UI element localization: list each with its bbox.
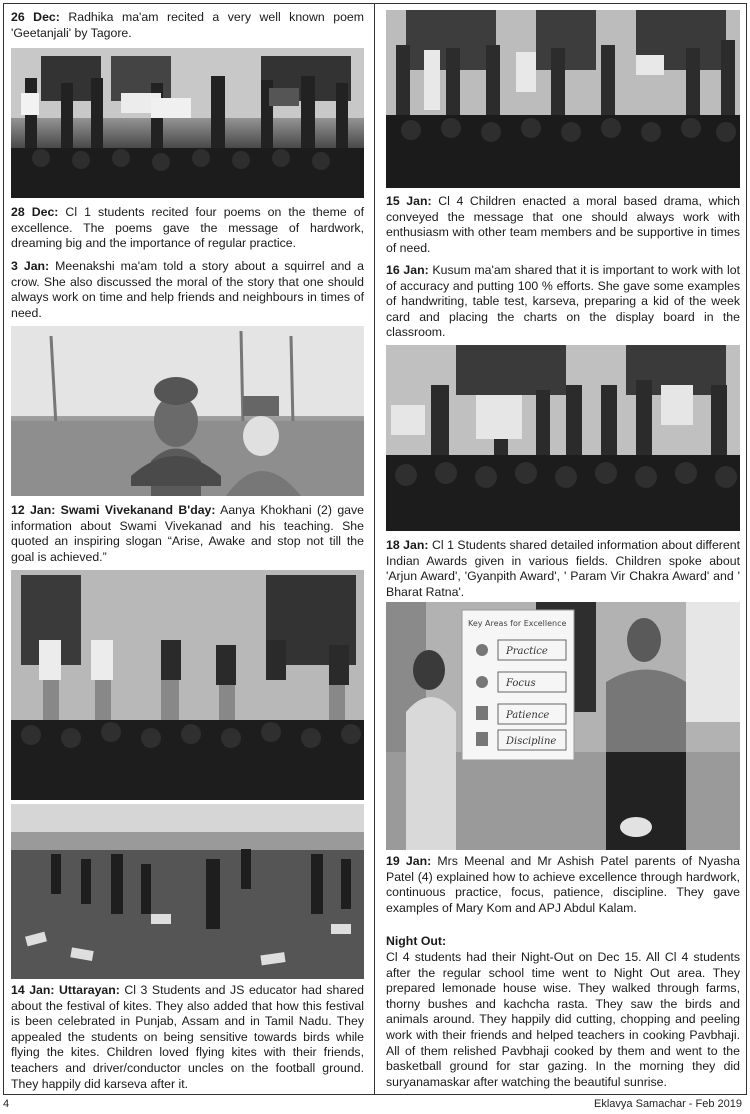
entry-date: 14 Jan: Uttarayan:	[11, 983, 120, 997]
entry-text: Radhika ma'am recited a very well known poem 'Geetanjali' by Tagore.	[11, 10, 364, 40]
photo-indian-awards	[386, 345, 740, 531]
entry-19-jan	[386, 854, 740, 916]
entry-text: Mrs Meenal and Mr Ashish Patel parents of Nyasha Patel (4) explained how to achieve excellence through hardwork, continuous practice, focus, patience, discipline. They gave examples of Mary Kom and APJ Abdul Kalam.	[386, 854, 740, 915]
entry-date: 15 Jan:	[386, 194, 432, 208]
photo-moral-drama	[386, 10, 740, 188]
photo-poem-recitation	[11, 48, 364, 198]
section-heading: Night Out:	[386, 934, 447, 948]
board-title: Key Areas for Excellence	[468, 619, 567, 628]
entry-date: 28 Dec:	[11, 205, 59, 219]
entry-date: 16 Jan:	[386, 263, 429, 277]
entry-text: Cl 1 Students shared detailed information about different Indian Awards given in various fields. Children spoke about 'Arjun Award', 'Gyanpith Award', ' Param Vir Chakra Award' and ' Bharat Ratna'.	[386, 538, 740, 599]
entry-date: 3 Jan:	[11, 259, 50, 273]
photo-key-areas-excellence	[386, 602, 740, 850]
entry-12-jan	[11, 503, 364, 565]
board-item-practice: Practice	[506, 646, 548, 657]
entry-15-jan	[386, 194, 740, 256]
entry-16-jan	[386, 263, 740, 341]
entry-text: Meenakshi ma'am told a story about a squirrel and a crow. She also discussed the moral of the story that one should always work on time and help friends and neighbours in times of need.	[11, 259, 364, 320]
entry-date: 19 Jan:	[386, 854, 432, 868]
entry-date: 12 Jan: Swami Vivekanand B'day:	[11, 503, 216, 517]
entry-14-jan	[11, 983, 364, 1092]
entry-text: Aanya Khokhani (2) gave information about Swami Vivekanad and his teaching. She quoted an inspiring slogan “Arise, Awake and stop not till the goal is achieved.”	[11, 503, 364, 564]
photo-vivekanand-bust	[11, 326, 364, 496]
entry-date: 18 Jan:	[386, 538, 429, 552]
entry-date: 26 Dec:	[11, 10, 60, 24]
entry-3-jan	[11, 259, 364, 321]
entry-text: Kusum ma'am shared that it is important to work with lot of accuracy and putting 100 % efforts. She gave some examples of handwriting, table test, karseva, preparing a kid of the week card and placing the charts on the display board in the classroom.	[386, 263, 740, 340]
page-number: 4	[3, 1098, 10, 1110]
entry-28-dec	[11, 205, 364, 252]
entry-text: Cl 1 students recited four poems on the theme of excellence. The poems gave the message of hardwork, dreaming big and the importance of regular practice.	[11, 205, 364, 251]
entry-text: Cl 4 students had their Night-Out on Dec 15. All Cl 4 students after the regular school time went to Night Out area. They prepared lemonade house wise. They walked through farms, thorny bushes and kachcha rasta. They saw the birds and animals around. They happily did cutting, chopping and peeling work with their friends and helped teachers in cooking Pavbhaji. All of them relished Pavbhaji cooked by them and went to the basketball ground for star gazing. In the morning they did suryanamaskar after watching the beautiful sunrise.	[386, 950, 740, 1089]
board-item-focus: Focus	[506, 678, 536, 689]
entry-text: Cl 4 Children enacted a moral based drama, which conveyed the message that one should always work with enthusiasm with other team members and be supportive in times of need.	[386, 194, 740, 255]
photo-dance-performance	[11, 570, 364, 800]
photo-kite-flying	[11, 804, 364, 979]
entry-26-dec	[11, 10, 364, 41]
board-item-patience: Patience	[506, 710, 550, 721]
night-out-heading	[386, 934, 740, 950]
column-divider	[374, 3, 375, 1095]
publication-name: Eklavya Samachar - Feb 2019	[594, 1098, 742, 1110]
entry-18-jan	[386, 538, 740, 600]
entry-text: Cl 3 Students and JS educator had shared about the festival of kites. They also added that how this festival is been celebrated in Punjab, Assam and in Tamil Nadu. They appealed the students on being sensitive towards birds while flying the kites. Children loved flying kites with their friends, teachers and driver/conductor uncles on the football ground. They happily did karseva after it.	[11, 983, 364, 1091]
night-out-text	[386, 950, 740, 1090]
board-item-discipline: Discipline	[506, 736, 557, 747]
